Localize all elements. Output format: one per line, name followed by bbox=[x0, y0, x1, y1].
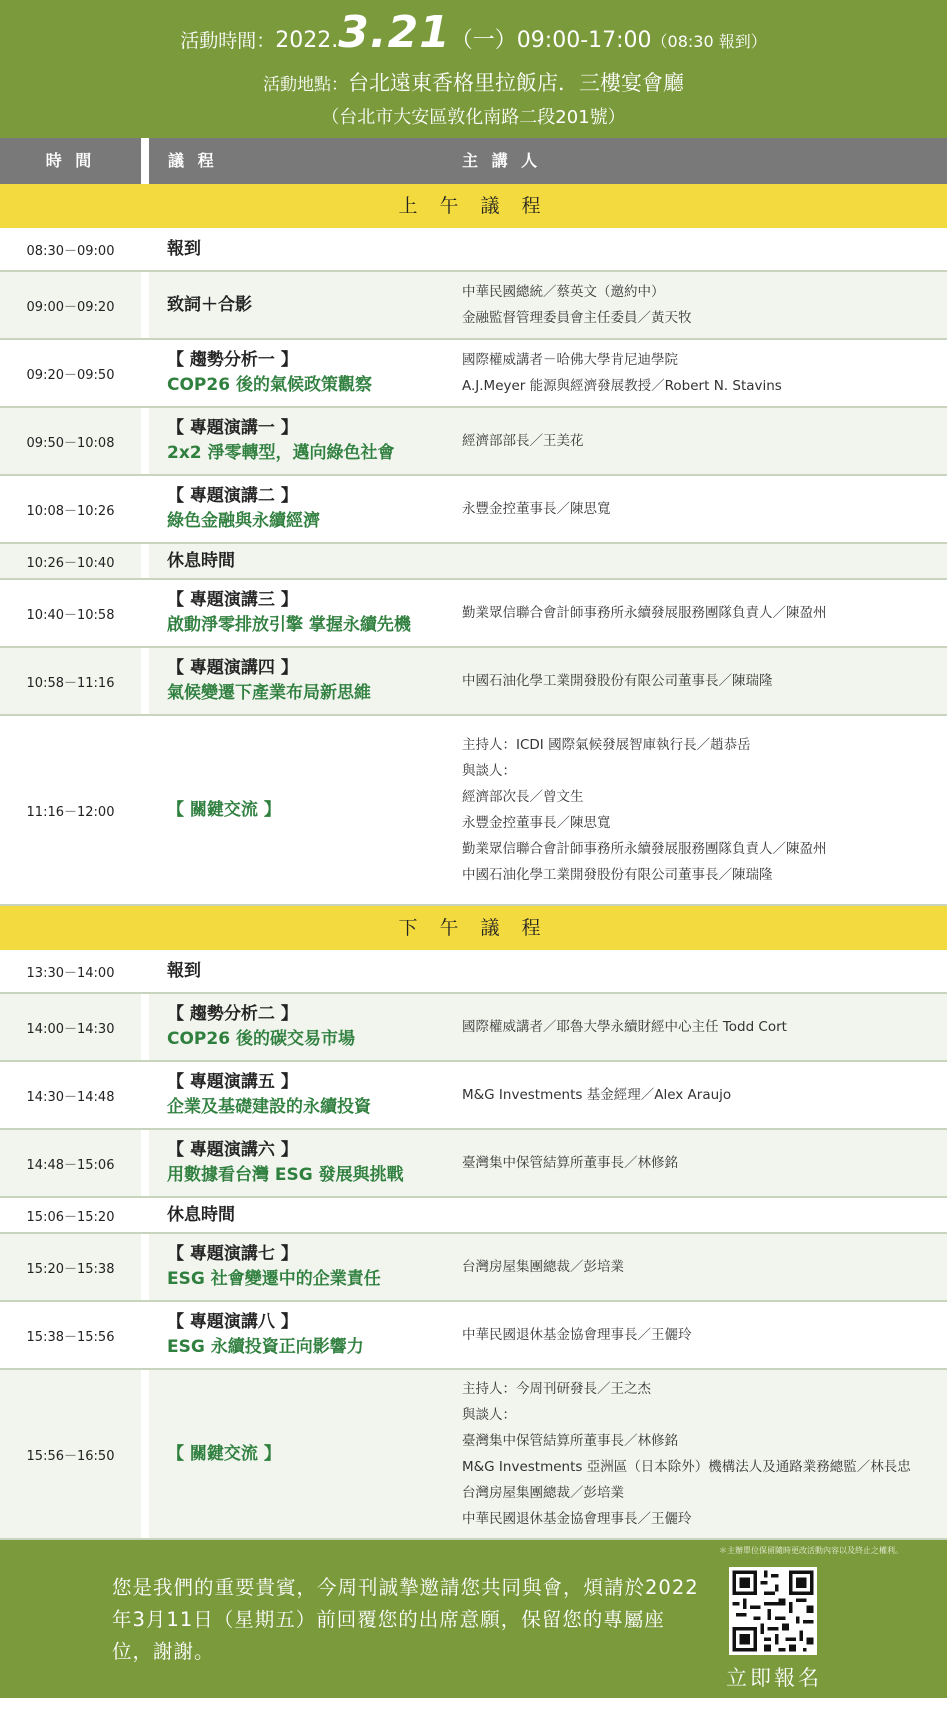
speaker-line: 台灣房屋集團總裁／彭培業 bbox=[462, 1259, 624, 1275]
date-suffix: （一）09:00-17:00 bbox=[450, 28, 652, 53]
agenda-row bbox=[0, 716, 947, 906]
agenda-row bbox=[0, 408, 947, 476]
agenda-topic bbox=[167, 408, 395, 474]
speaker-line: 中華民國退休基金協會理事長／王儷玲 bbox=[462, 1327, 692, 1343]
speaker-line: M&G Investments 亞洲區（日本除外）機構法人及通路業務總監／林長忠 bbox=[462, 1459, 911, 1475]
divider bbox=[141, 544, 149, 578]
agenda-topic bbox=[167, 950, 201, 992]
session-type: 【 專題演講二 】 bbox=[167, 486, 298, 506]
speaker-list bbox=[462, 716, 947, 904]
register-now-link[interactable]: 立即報名 bbox=[726, 1666, 822, 1690]
agenda-topic bbox=[167, 994, 355, 1060]
agenda-row bbox=[0, 544, 947, 580]
speaker-line: 中國石油化學工業開發股份有限公司董事長／陳瑞隆 bbox=[462, 673, 773, 689]
speaker-line: 中華民國總統／蔡英文（邀約中） bbox=[462, 284, 665, 300]
agenda-time: 14:30－14:48 bbox=[26, 1089, 115, 1105]
agenda-row bbox=[0, 994, 947, 1062]
speaker-line: 中華民國退休基金協會理事長／王儷玲 bbox=[462, 1511, 692, 1527]
session-title: ESG 永續投資正向影響力 bbox=[167, 1337, 364, 1357]
speaker-line: 勤業眾信聯合會計師事務所永續發展服務團隊負責人／陳盈州 bbox=[462, 841, 827, 857]
col-speaker: 主 講 人 bbox=[462, 151, 542, 170]
speaker-list bbox=[462, 476, 947, 542]
agenda-time: 10:40－10:58 bbox=[26, 607, 115, 623]
divider bbox=[141, 716, 149, 904]
time-label: 活動時間： bbox=[180, 30, 276, 52]
agenda-time: 09:00－09:20 bbox=[26, 299, 115, 315]
divider bbox=[141, 272, 149, 338]
agenda-plain-label: 休息時間 bbox=[167, 550, 235, 571]
agenda-plain-label: 休息時間 bbox=[167, 1204, 235, 1225]
speaker-list bbox=[462, 228, 947, 270]
agenda-row bbox=[0, 1302, 947, 1370]
speaker-line: 與談人： bbox=[462, 763, 516, 779]
speaker-line: 台灣房屋集團總裁／彭培業 bbox=[462, 1485, 624, 1501]
agenda-plain-label: 致詞＋合影 bbox=[167, 294, 252, 315]
speaker-line: 國際權威講者／耶魯大學永續財經中心主任 Todd Cort bbox=[462, 1019, 787, 1035]
disclaimer-note: ＊主辦單位保留隨時更改活動內容以及終止之權利。 bbox=[719, 1546, 903, 1555]
divider bbox=[141, 648, 149, 714]
agenda-topic bbox=[167, 1302, 364, 1368]
session-title: ESG 社會變遷中的企業責任 bbox=[167, 1269, 381, 1289]
venue-address: （台北市大安區敦化南路二段201號） bbox=[321, 107, 626, 128]
agenda-topic bbox=[167, 648, 371, 714]
agenda-row bbox=[0, 228, 947, 272]
speaker-list bbox=[462, 1302, 947, 1368]
divider bbox=[141, 1198, 149, 1232]
agenda-time: 11:16－12:00 bbox=[26, 804, 115, 820]
agenda-topic bbox=[167, 1198, 235, 1232]
agenda-topic bbox=[167, 340, 372, 406]
speaker-line: M&G Investments 基金經理／Alex Araujo bbox=[462, 1087, 732, 1103]
speaker-line: 國際權威講者－哈佛大學肯尼迪學院 bbox=[462, 352, 678, 368]
speaker-line: 臺灣集中保管結算所董事長／林修銘 bbox=[462, 1433, 678, 1449]
agenda-topic bbox=[167, 272, 252, 338]
session-title: 綠色金融與永續經濟 bbox=[167, 511, 320, 531]
session-title: 2x2 淨零轉型，邁向綠色社會 bbox=[167, 443, 395, 463]
agenda-plain-label: 報到 bbox=[167, 238, 201, 259]
date-note: （08:30 報到） bbox=[651, 32, 767, 51]
agenda-time: 14:48－15:06 bbox=[26, 1157, 115, 1173]
session-title: 用數據看台灣 ESG 發展與挑戰 bbox=[167, 1165, 404, 1185]
agenda-plain-label: 報到 bbox=[167, 960, 201, 981]
agenda-time: 15:38－15:56 bbox=[26, 1329, 115, 1345]
speaker-list bbox=[462, 1370, 947, 1538]
agenda-time: 13:30－14:00 bbox=[26, 965, 115, 981]
venue-label: 活動地點： bbox=[263, 75, 348, 95]
panel-label: 【 關鍵交流 】 bbox=[167, 799, 281, 820]
invitation-message: 您是我們的重要貴賓，今周刊誠摯邀請您共同與會，煩請於2022年3月11日（星期五）前回覆您的出席意願，保留您的專屬座位，謝謝。 bbox=[112, 1576, 699, 1663]
qr-code-icon[interactable] bbox=[729, 1567, 817, 1655]
agenda-row bbox=[0, 1130, 947, 1198]
speaker-line: 經濟部次長／曾文生 bbox=[462, 789, 584, 805]
speaker-list bbox=[462, 950, 947, 992]
agenda-time: 15:56－16:50 bbox=[26, 1448, 115, 1464]
divider bbox=[141, 228, 149, 270]
session-title: 企業及基礎建設的永續投資 bbox=[167, 1097, 371, 1117]
agenda-row bbox=[0, 340, 947, 408]
section-afternoon: 下 午 議 程 bbox=[0, 906, 947, 950]
agenda-topic bbox=[167, 1130, 404, 1196]
agenda-topic bbox=[167, 716, 281, 904]
agenda-topic bbox=[167, 544, 235, 578]
event-header bbox=[0, 0, 947, 138]
afternoon-agenda bbox=[0, 950, 947, 1540]
speaker-list bbox=[462, 994, 947, 1060]
speaker-line: 永豐金控董事長／陳思寬 bbox=[462, 501, 611, 517]
speaker-line: 與談人： bbox=[462, 1407, 516, 1423]
divider bbox=[141, 408, 149, 474]
date-prefix: 2022. bbox=[275, 28, 339, 53]
agenda-topic bbox=[167, 580, 411, 646]
speaker-list bbox=[462, 1062, 947, 1128]
divider bbox=[141, 580, 149, 646]
speaker-line: 金融監督管理委員會主任委員／黃天牧 bbox=[462, 310, 692, 326]
speaker-list bbox=[462, 1198, 947, 1232]
agenda-topic bbox=[167, 1234, 381, 1300]
agenda-row bbox=[0, 1234, 947, 1302]
agenda-time: 08:30－09:00 bbox=[26, 243, 115, 259]
section-morning: 上 午 議 程 bbox=[0, 184, 947, 228]
divider bbox=[141, 1370, 149, 1538]
agenda-time: 09:20－09:50 bbox=[26, 367, 115, 383]
speaker-line: 永豐金控董事長／陳思寬 bbox=[462, 815, 611, 831]
agenda-time: 10:08－10:26 bbox=[26, 503, 115, 519]
agenda-time: 14:00－14:30 bbox=[26, 1021, 115, 1037]
date-big: 3.21 bbox=[338, 7, 451, 58]
speaker-list bbox=[462, 272, 947, 338]
speaker-list bbox=[462, 1234, 947, 1300]
session-type: 【 專題演講三 】 bbox=[167, 590, 298, 610]
session-type: 【 趨勢分析二 】 bbox=[167, 1004, 298, 1024]
session-type: 【 專題演講五 】 bbox=[167, 1072, 298, 1092]
session-type: 【 專題演講八 】 bbox=[167, 1312, 298, 1332]
speaker-list bbox=[462, 648, 947, 714]
agenda-row bbox=[0, 476, 947, 544]
speaker-list bbox=[462, 408, 947, 474]
agenda-topic bbox=[167, 228, 201, 270]
speaker-line: A.J.Meyer 能源與經濟發展教授／Robert N. Stavins bbox=[462, 378, 782, 394]
agenda-row bbox=[0, 580, 947, 648]
session-type: 【 專題演講七 】 bbox=[167, 1244, 298, 1264]
venue-name: 台北遠東香格里拉飯店．三樓宴會廳 bbox=[348, 71, 684, 95]
agenda-row bbox=[0, 1370, 947, 1540]
divider bbox=[141, 476, 149, 542]
agenda-row bbox=[0, 272, 947, 340]
session-type: 【 專題演講一 】 bbox=[167, 418, 298, 438]
agenda-time: 09:50－10:08 bbox=[26, 435, 115, 451]
speaker-line: 中國石油化學工業開發股份有限公司董事長／陳瑞隆 bbox=[462, 867, 773, 883]
morning-agenda bbox=[0, 228, 947, 906]
speaker-line: 經濟部部長／王美花 bbox=[462, 433, 584, 449]
divider bbox=[141, 1234, 149, 1300]
speaker-line: 主持人：ICDI 國際氣候發展智庫執行長／趙恭岳 bbox=[462, 737, 751, 753]
agenda-time: 10:58－11:16 bbox=[26, 675, 115, 691]
divider bbox=[141, 950, 149, 992]
speaker-line: 勤業眾信聯合會計師事務所永續發展服務團隊負責人／陳盈州 bbox=[462, 605, 827, 621]
agenda-topic bbox=[167, 1062, 371, 1128]
agenda-time: 15:20－15:38 bbox=[26, 1261, 115, 1277]
table-header bbox=[0, 138, 947, 184]
agenda-row bbox=[0, 648, 947, 716]
speaker-list bbox=[462, 1130, 947, 1196]
divider bbox=[141, 340, 149, 406]
divider bbox=[141, 1062, 149, 1128]
panel-label: 【 關鍵交流 】 bbox=[167, 1443, 281, 1464]
speaker-list bbox=[462, 340, 947, 406]
agenda-time: 15:06－15:20 bbox=[26, 1209, 115, 1225]
agenda-topic bbox=[167, 1370, 281, 1538]
session-title: 啟動淨零排放引擎 掌握永續先機 bbox=[167, 615, 411, 635]
col-time: 時 間 bbox=[45, 151, 96, 170]
divider bbox=[141, 138, 149, 184]
agenda-time: 10:26－10:40 bbox=[26, 555, 115, 571]
speaker-list bbox=[462, 580, 947, 646]
session-title: COP26 後的氣候政策觀察 bbox=[167, 375, 372, 395]
col-topic: 議 程 bbox=[168, 151, 218, 170]
event-time bbox=[0, 0, 947, 59]
divider bbox=[141, 1130, 149, 1196]
divider bbox=[141, 1302, 149, 1368]
session-title: COP26 後的碳交易市場 bbox=[167, 1029, 355, 1049]
agenda-row bbox=[0, 1062, 947, 1130]
divider bbox=[141, 994, 149, 1060]
speaker-list bbox=[462, 544, 947, 578]
invitation-footer bbox=[0, 1540, 947, 1698]
agenda-row bbox=[0, 950, 947, 994]
speaker-line: 主持人：今周刊研發長／王之杰 bbox=[462, 1381, 651, 1397]
session-type: 【 專題演講六 】 bbox=[167, 1140, 298, 1160]
agenda-row bbox=[0, 1198, 947, 1234]
session-type: 【 趨勢分析一 】 bbox=[167, 350, 298, 370]
session-title: 氣候變遷下產業布局新思維 bbox=[167, 683, 371, 703]
session-type: 【 專題演講四 】 bbox=[167, 658, 298, 678]
event-venue bbox=[0, 67, 947, 97]
agenda-topic bbox=[167, 476, 320, 542]
speaker-line: 臺灣集中保管結算所董事長／林修銘 bbox=[462, 1155, 678, 1171]
